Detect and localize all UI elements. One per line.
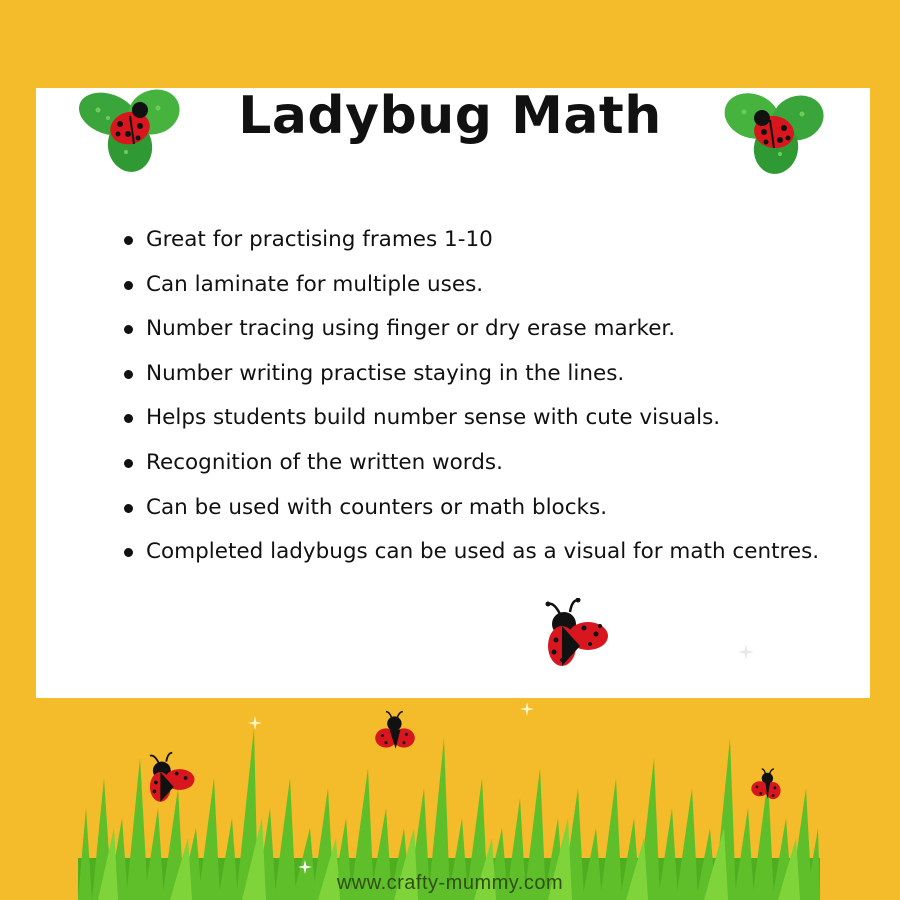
sparkle-icon bbox=[738, 644, 754, 660]
list-item: Number writing practise staying in the lines. bbox=[122, 357, 842, 402]
watermark: www.crafty-mummy.com bbox=[336, 872, 564, 894]
ladybug-icon bbox=[748, 768, 782, 802]
ladybug-icon bbox=[374, 710, 416, 754]
sparkle-icon bbox=[248, 716, 262, 730]
list-item: Can be used with counters or math blocks. bbox=[122, 491, 842, 536]
page-title: Ladybug Math bbox=[238, 86, 662, 146]
list-item: Can laminate for multiple uses. bbox=[122, 268, 842, 313]
list-item: Completed ladybugs can be used as a visual for math centres. bbox=[122, 535, 842, 580]
ladybug-icon bbox=[144, 750, 196, 806]
feature-list bbox=[122, 223, 842, 580]
sparkle-icon bbox=[520, 702, 534, 716]
list-item: Great for practising frames 1-10 bbox=[122, 223, 842, 268]
list-item: Helps students build number sense with cute visuals. bbox=[122, 401, 842, 446]
list-item: Number tracing using finger or dry erase marker. bbox=[122, 312, 842, 357]
list-item: Recognition of the written words. bbox=[122, 446, 842, 491]
ladybug-icon bbox=[540, 598, 610, 670]
